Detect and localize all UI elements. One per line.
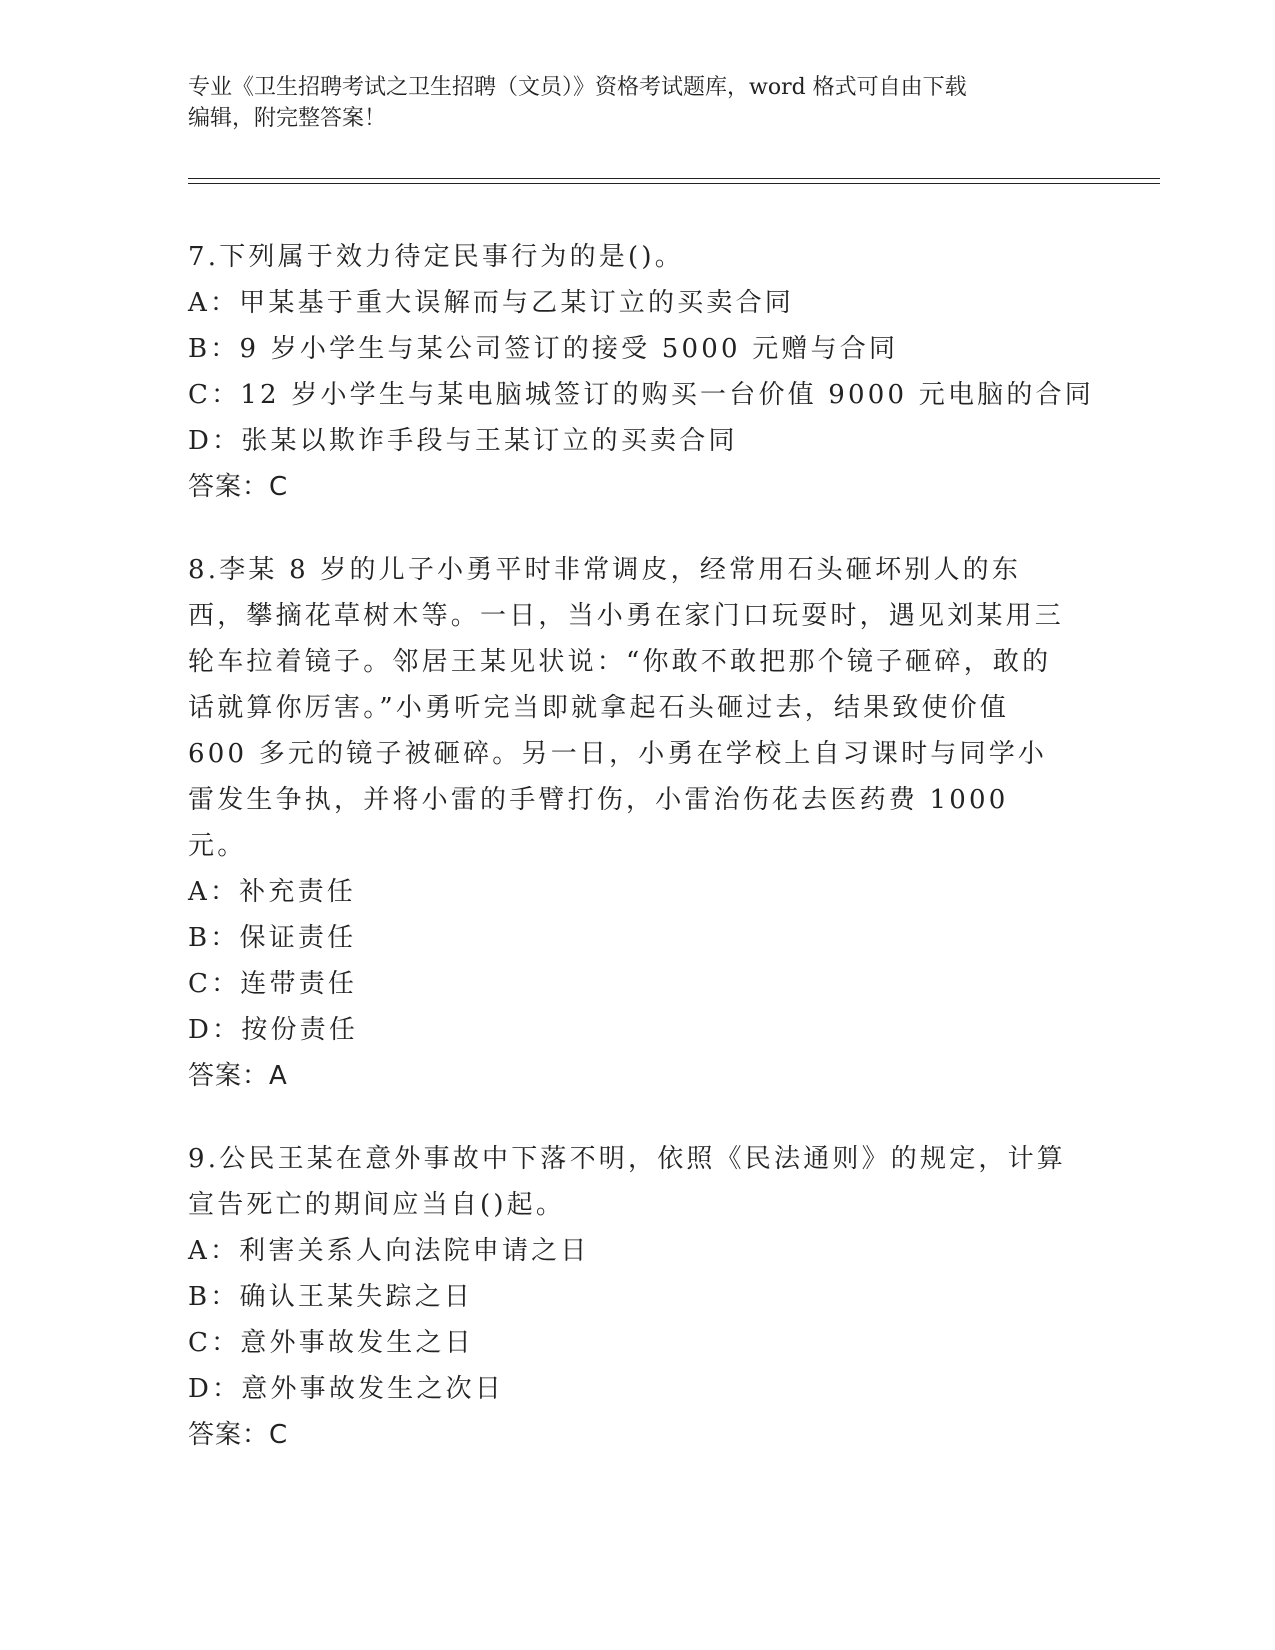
option-b: B：确认王某失踪之日 (188, 1282, 474, 1312)
answer-label: 答案： (188, 1420, 270, 1450)
answer-value: A (269, 1061, 288, 1091)
answer-line (188, 464, 1068, 510)
answer-value: C (269, 1420, 289, 1450)
question-7 (188, 234, 1094, 510)
option-d: D：意外事故发生之次日 (188, 1374, 505, 1404)
header-divider-bottom (188, 183, 1160, 184)
question-9 (188, 1136, 1068, 1458)
option-a: A：补充责任 (188, 877, 356, 907)
option-c: C：12 岁小学生与某电脑城签订的购买一台价值 9000 元电脑的合同 (188, 380, 1094, 410)
question-stem: 8.李某 8 岁的儿子小勇平时非常调皮，经常用石头砸坏别人的东西，攀摘花草树木等。一日，当小勇在家门口玩耍时，遇见刘某用三轮车拉着镜子。邻居王某见状说：“你敢不敢把那个镜子砸碎，敢的话就算你厉害。”小勇听完当即就拿起石头砸过去，结果致使价值 600 多元的镜子被砸碎。另一日，小勇在学校上自习课时与同学小雷发生争执，并将小雷的手臂打伤，小雷治伤花去医药费 1000 元。 (188, 555, 1065, 861)
question-list (188, 234, 1094, 1495)
question-stem: 7.下列属于效力待定民事行为的是()。 (188, 242, 684, 272)
option-c: C：意外事故发生之日 (188, 1328, 474, 1358)
question-stem: 9.公民王某在意外事故中下落不明，依照《民法通则》的规定，计算宣告死亡的期间应当自()起。 (188, 1144, 1067, 1220)
option-b: B：9 岁小学生与某公司签订的接受 5000 元赠与合同 (188, 334, 899, 364)
answer-line (188, 1412, 1068, 1458)
question-8 (188, 547, 1068, 1099)
option-a: A：利害关系人向法院申请之日 (188, 1236, 590, 1266)
option-a: A：甲某基于重大误解而与乙某订立的买卖合同 (188, 288, 794, 318)
document-header (188, 72, 1068, 134)
header-line-1: 专业《卫生招聘考试之卫生招聘（文员）》资格考试题库，word 格式可自由下载 (188, 75, 967, 100)
answer-line (188, 1053, 1068, 1099)
option-c: C：连带责任 (188, 969, 358, 999)
answer-value: C (269, 472, 289, 502)
option-d: D：按份责任 (188, 1015, 359, 1045)
header-divider-top (188, 178, 1160, 179)
option-b: B：保证责任 (188, 923, 357, 953)
option-d: D：张某以欺诈手段与王某订立的买卖合同 (188, 426, 738, 456)
header-line-2: 编辑，附完整答案！ (188, 106, 387, 131)
answer-label: 答案： (188, 1061, 270, 1091)
answer-label: 答案： (188, 472, 270, 502)
